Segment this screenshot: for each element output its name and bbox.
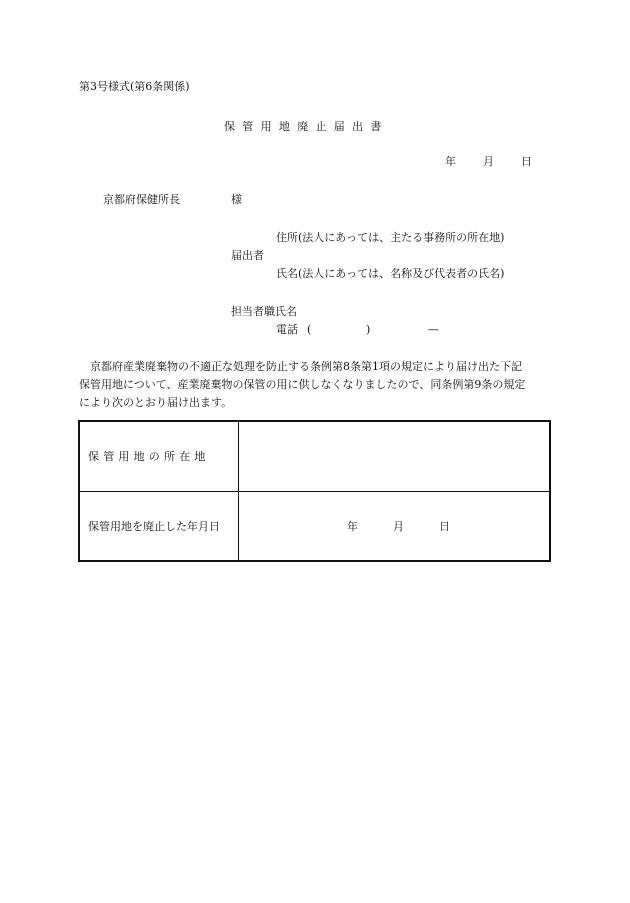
- abolish-date-label: 保管用地を廃止した年月日: [79, 491, 239, 561]
- body-line-3: により次のとおり届け出ます。: [79, 396, 233, 410]
- info-table: [78, 420, 551, 562]
- phone-label: 電話: [276, 323, 298, 336]
- table-row: [79, 421, 550, 491]
- notifier-address-label: 住所(法人にあっては、主たる事務所の所在地): [276, 231, 505, 244]
- addressee-name: 京都府保健所長: [103, 193, 180, 206]
- location-value: [239, 421, 551, 491]
- form-number: 第3号様式(第6条関係): [79, 80, 190, 93]
- phone-open-paren: (: [307, 323, 312, 336]
- body-paragraph: [79, 358, 551, 413]
- abolish-date-year: 年: [347, 519, 358, 533]
- notifier-name-label: 氏名(法人にあっては、名称及び代表者の氏名): [276, 267, 505, 280]
- abolish-date-month: 月: [393, 519, 404, 533]
- contact-person-label: 担当者職氏名: [231, 305, 297, 318]
- phone-close-paren: ): [366, 323, 371, 336]
- header-date-year: 年: [445, 155, 456, 168]
- body-line-2: 保管用地について、産業廃棄物の保管の用に供しなくなりましたので、同条例第9条の規定: [79, 378, 526, 392]
- addressee-honorific: 様: [231, 193, 242, 206]
- header-date: [445, 155, 532, 169]
- body-line-1: 京都府産業廃棄物の不適正な処理を防止する条例第8条第1項の規定により届け出た下記: [79, 360, 522, 373]
- table-row: [79, 491, 550, 561]
- abolish-date-value: [239, 491, 551, 561]
- header-date-day: 日: [521, 155, 532, 168]
- phone-dash: —: [428, 323, 439, 336]
- location-label: 保管用地の所在地: [79, 421, 239, 491]
- abolish-date-day: 日: [439, 519, 450, 533]
- header-date-month: 月: [483, 155, 494, 168]
- notifier-role-label: 届出者: [231, 249, 264, 262]
- document-title: 保管用地廃止届出書: [224, 120, 389, 133]
